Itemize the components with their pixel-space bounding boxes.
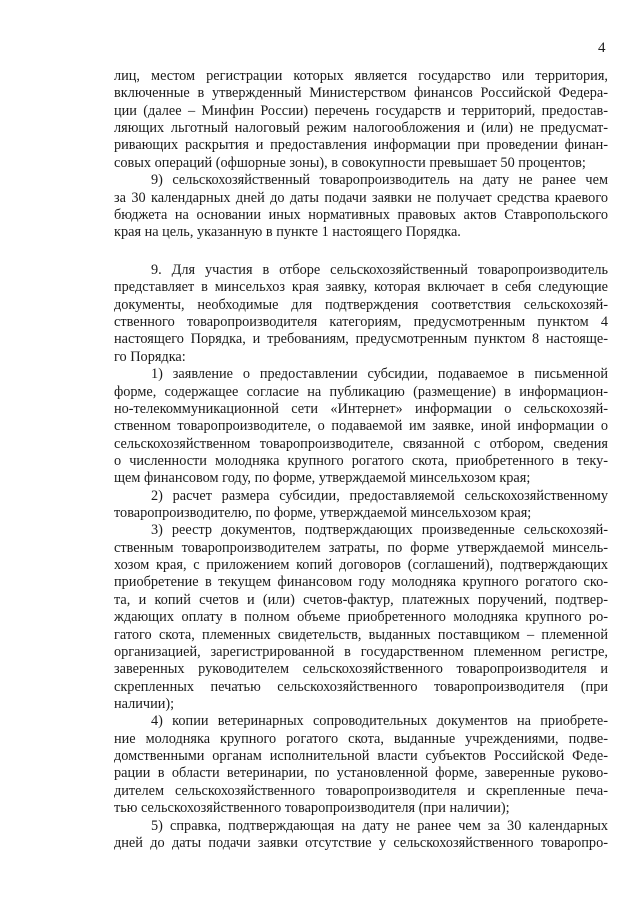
- text-line: дителем сельскохозяйственного товаропроизводителя и скрепленные печа-: [114, 782, 608, 799]
- text-line: лиц, местом регистрации которых является государство или территория,: [114, 68, 608, 84]
- text-line: заверенных руководителем сельскохозяйственного товаропроизводителя и: [114, 661, 608, 678]
- text-line: о численности молодняка крупного рогатого скота, приобретенного в теку-: [114, 452, 608, 469]
- text-line: домственными органам исполнительной власти субъектов Российской Феде-: [114, 748, 608, 765]
- paragraph-block-continuation: [114, 68, 608, 242]
- text-line: ривающих раскрытия и предоставления информации при проведении финан-: [114, 137, 608, 154]
- text-line: ние молодняка крупного рогатого скота, выданные учреждениями, подве-: [114, 730, 608, 747]
- text-line: наличии);: [114, 695, 175, 712]
- text-line: сельскохозяйственном товаропроизводителе, связанной с отбором, сведения: [114, 435, 608, 452]
- text-line: края на цель, указанную в пункте 1 настоящего Порядка.: [114, 224, 461, 241]
- text-line: представляет в минсельхоз края заявку, которая включает в себя следующие: [114, 279, 608, 296]
- text-line: документы, необходимые для подтверждения соответствия сельскохозяй-: [114, 296, 608, 313]
- text-line: совых операций (офшорные зоны), в совокупности превышает 50 процентов;: [114, 154, 586, 171]
- paragraph-block-item-9: [114, 262, 608, 852]
- text-line: хозом края, с приложением копий договоров (соглашений), подтверждающих: [114, 557, 608, 574]
- text-line: 9. Для участия в отборе сельскохозяйственный товаропроизводитель: [151, 262, 608, 278]
- text-line: ждающих оплату в полном объеме приобретенного молодняка крупного ро-: [114, 609, 608, 626]
- text-line: ции (далее – Минфин России) перечень государств и территорий, предостав-: [114, 102, 608, 119]
- text-line: та, и копий счетов и (или) счетов-фактур, платежных поручений, подтвер-: [114, 591, 608, 608]
- text-line: гатого скота, племенных свидетельств, выданных поставщиком – племенной: [114, 626, 608, 643]
- text-line: 4) копии ветеринарных сопроводительных документов на приобрете-: [151, 713, 608, 730]
- text-line: но-телекоммуникационной сети «Интернет» информации о сельскохозяй-: [114, 400, 608, 417]
- text-line: настоящего Порядка, и требованиям, предусмотренным пунктом 8 настояще-: [114, 331, 608, 348]
- text-line: 1) заявление о предоставлении субсидии, подаваемое в письменной: [151, 366, 608, 383]
- text-line: тью сельскохозяйственного товаропроизводителя (при наличии);: [114, 800, 510, 817]
- text-line: товаропроизводителю, по форме, утверждаемой минсельхозом края;: [114, 505, 532, 522]
- text-line: 2) расчет размера субсидии, предоставляемой сельскохозяйственному: [151, 487, 608, 504]
- text-line: дней до даты подачи заявки отсутствие у сельскохозяйственного товаропро-: [114, 834, 608, 851]
- text-line: рации в области ветеринарии, по установленной форме, заверенные руково-: [114, 765, 608, 782]
- text-line: ственного товаропроизводителя категориям, предусмотренным пунктом 4: [114, 314, 608, 331]
- text-line: щем финансовом году, по форме, утверждаемой минсельхозом края;: [114, 470, 531, 487]
- text-line: 9) сельскохозяйственный товаропроизводитель на дату не ранее чем: [151, 172, 608, 189]
- text-line: 3) реестр документов, подтверждающих произведенные сельскохозяй-: [151, 522, 608, 539]
- text-line: ственным товаропроизводителем затраты, по форме утверждаемой минсель-: [114, 539, 608, 556]
- page-number: 4: [598, 40, 606, 56]
- text-line: приобретение в текущем финансовом году молодняка крупного рогатого ско-: [114, 574, 608, 591]
- text-line: ственном товаропроизводителе, о подаваемой им заявке, иной информации о: [114, 418, 608, 435]
- text-line: организацией, зарегистрированной в государственном племенном регистре,: [114, 643, 608, 660]
- text-line: 5) справка, подтверждающая на дату не ранее чем за 30 календарных: [151, 817, 608, 834]
- text-line: бюджета на основании иных нормативных правовых актов Ставропольского: [114, 206, 608, 223]
- text-line: скрепленных печатью сельскохозяйственного товаропроизводителя (при: [114, 678, 608, 695]
- text-line: включенные в утвержденный Министерством финансов Российской Федера-: [114, 85, 608, 102]
- text-line: ляющих льготный налоговый режим налогообложения и (или) не предусмат-: [114, 120, 608, 137]
- text-line: форме, содержащее согласие на публикацию (размещение) в информацион-: [114, 383, 608, 400]
- text-line: за 30 календарных дней до даты подачи заявки не получает средства краевого: [114, 189, 608, 206]
- text-line: го Порядка:: [114, 348, 186, 365]
